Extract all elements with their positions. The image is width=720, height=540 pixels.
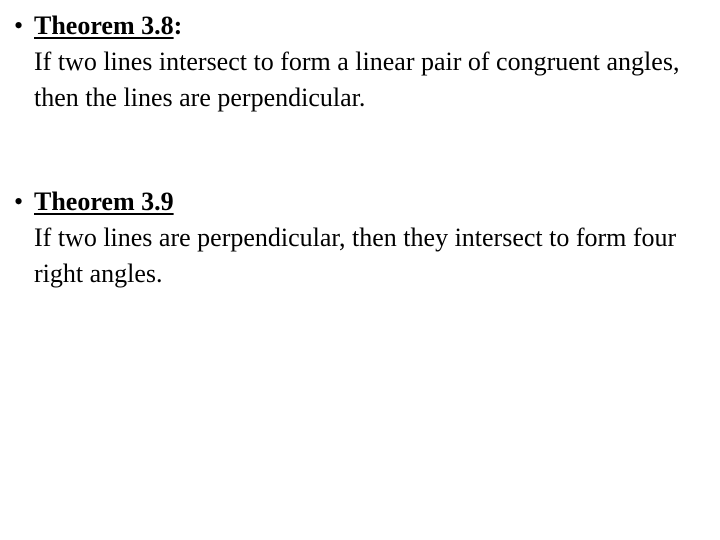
theorem-block [14, 8, 704, 116]
theorem-title: Theorem 3.8 [34, 11, 174, 40]
bullet-icon: • [14, 11, 24, 40]
theorem-statement: If two lines are perpendicular, then they intersect to form four right angles. [34, 223, 677, 288]
theorem-heading [14, 184, 704, 220]
bullet-icon: • [14, 187, 24, 216]
theorem-heading [14, 8, 704, 44]
theorem-title-suffix: : [173, 11, 183, 40]
theorem-statement: If two lines intersect to form a linear pair of congruent angles, then the lines are perpendicular. [34, 47, 680, 112]
theorem-title: Theorem 3.9 [34, 187, 174, 216]
theorem-block [14, 184, 704, 292]
